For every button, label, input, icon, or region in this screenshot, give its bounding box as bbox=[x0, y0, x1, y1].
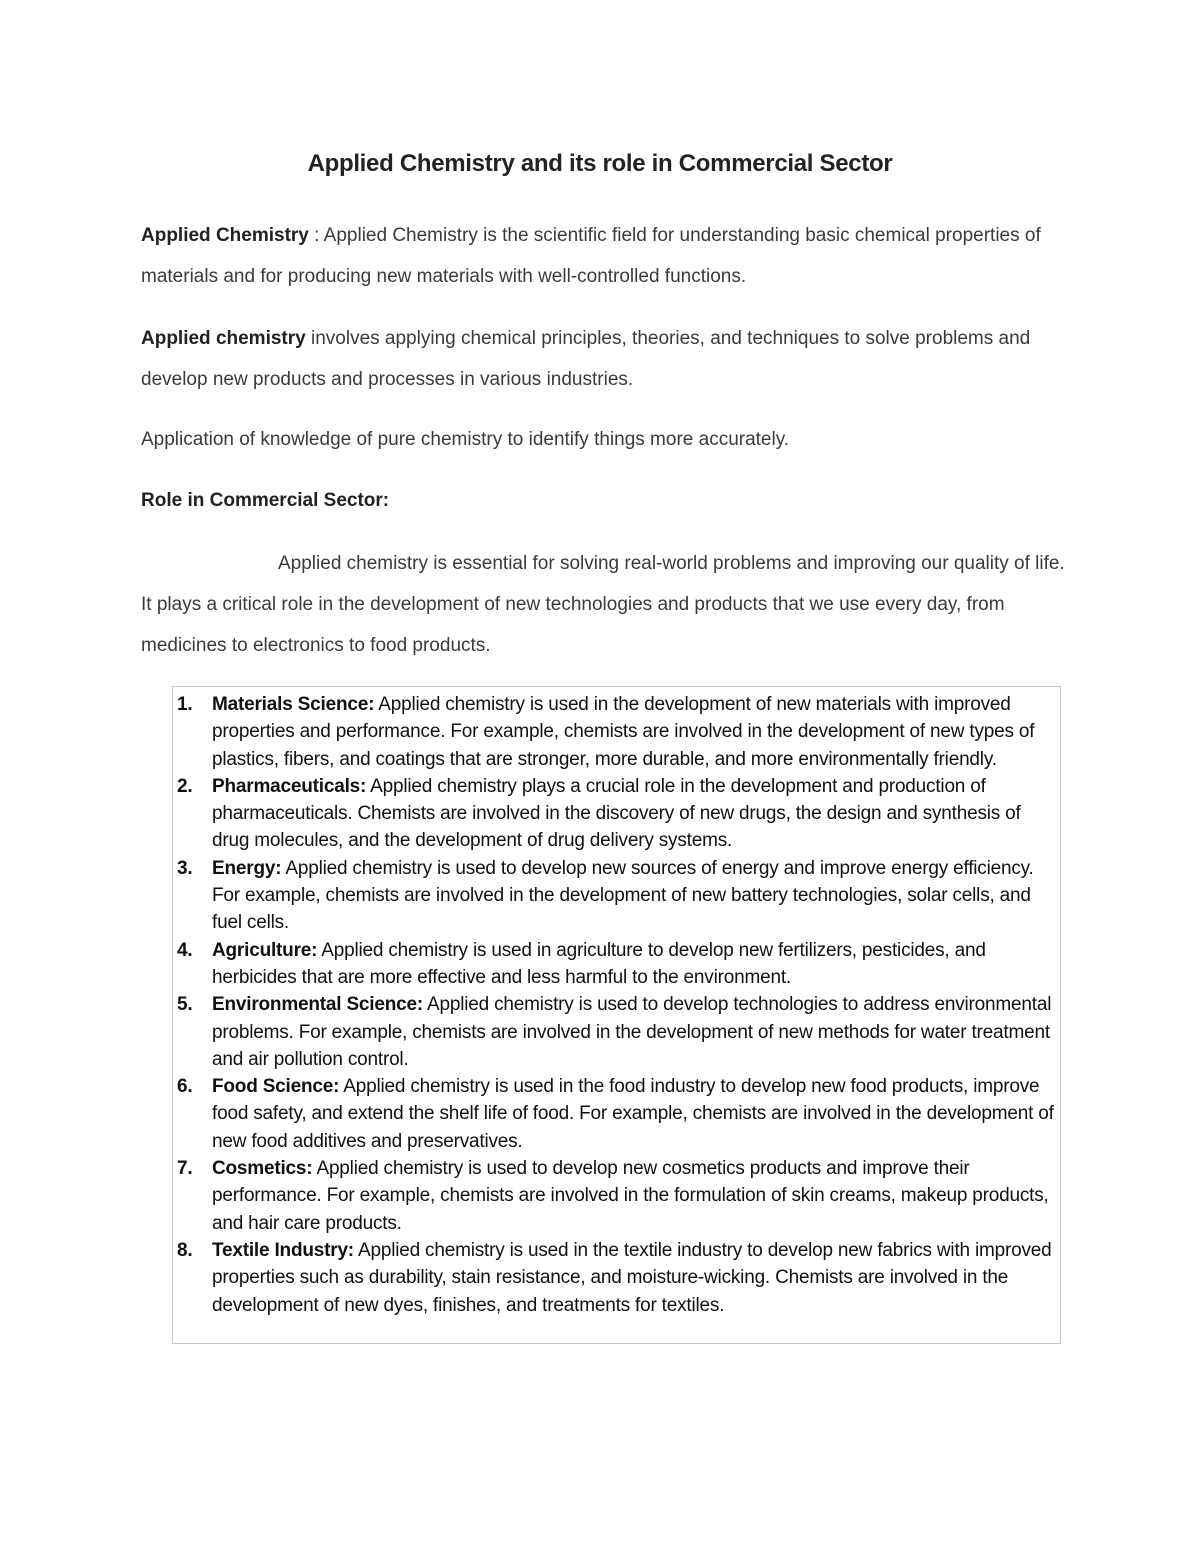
list-item-number: 6. bbox=[177, 1076, 193, 1098]
paragraph-involves-text: involves applying chemical principles, theories, and techniques to solve problems and develop new products and processes in various industries. bbox=[141, 328, 1031, 390]
list-item bbox=[173, 1237, 1062, 1319]
list-item-label: Pharmaceuticals: bbox=[212, 775, 367, 797]
list-item-label: Agriculture: bbox=[212, 939, 318, 961]
paragraph-definition bbox=[141, 215, 1071, 297]
list-item-number: 8. bbox=[177, 1239, 193, 1261]
paragraph-involves-term: Applied chemistry bbox=[141, 328, 306, 349]
list-item-label: Cosmetics: bbox=[212, 1158, 313, 1180]
list-item-label: Energy: bbox=[212, 857, 282, 879]
list-item-label: Environmental Science: bbox=[212, 994, 424, 1016]
list-item-text: Applied chemistry is used to develop new sources of energy and improve energy efficiency. For example, chemists are involved in the development of new battery technologies, solar cells, and fuel cells. bbox=[212, 857, 1034, 934]
list-item-text: Applied chemistry plays a crucial role in the development and production of pharmaceuticals. Chemists are involved in the discovery of new drugs, the design and synthesis of drug molecules, and the development of drug delivery systems. bbox=[212, 775, 1021, 852]
list-item-number: 1. bbox=[177, 694, 193, 715]
list-item bbox=[173, 1073, 1062, 1155]
paragraph-application: Application of knowledge of pure chemistry to identify things more accurately. bbox=[141, 429, 790, 450]
list-item-text: Applied chemistry is used to develop technologies to address environmental problems. For example, chemists are involved in the development of new methods for water treatment and air pollution control. bbox=[212, 994, 1052, 1070]
list-item-number: 7. bbox=[177, 1158, 193, 1180]
list-item-text: Applied chemistry is used in agriculture to develop new fertilizers, pesticides, and herbicides that are more effective and less harmful to the environment. bbox=[212, 939, 986, 988]
list-item-label: Food Science: bbox=[212, 1076, 340, 1098]
list-item bbox=[173, 991, 1062, 1073]
industry-list-box bbox=[172, 686, 1061, 1344]
paragraph-involves bbox=[141, 318, 1071, 400]
paragraph-role bbox=[141, 543, 1071, 666]
list-item bbox=[173, 1155, 1062, 1237]
industry-list bbox=[173, 691, 1062, 1319]
list-item bbox=[173, 773, 1062, 855]
list-item bbox=[173, 937, 1062, 992]
list-item-number: 2. bbox=[177, 775, 193, 797]
list-item-label: Materials Science: bbox=[212, 694, 375, 715]
list-item-number: 5. bbox=[177, 994, 193, 1016]
document-title: Applied Chemistry and its role in Commercial Sector bbox=[307, 150, 893, 177]
section-heading-role: Role in Commercial Sector: bbox=[141, 490, 390, 511]
list-item-number: 3. bbox=[177, 857, 193, 879]
list-item-text: Applied chemistry is used in the textile industry to develop new fabrics with improved properties such as durability, stain resistance, and moisture-wicking. Chemists are involved in the development of new dyes, finishes, and treatments for textiles. bbox=[212, 1239, 1052, 1316]
list-item-label: Textile Industry: bbox=[212, 1239, 354, 1261]
paragraph-definition-term: Applied Chemistry bbox=[141, 225, 309, 246]
list-item-text: Applied chemistry is used in the development of new materials with improved properties and performance. For example, chemists are involved in the development of new types of plastics, fibers, and coatings that are stronger, more durable, and more environmentally friendly. bbox=[212, 694, 1035, 770]
list-item bbox=[173, 855, 1062, 937]
list-item bbox=[173, 691, 1062, 773]
list-item-text: Applied chemistry is used in the food industry to develop new food products, improve food safety, and extend the shelf life of food. For example, chemists are involved in the development of new food additives and preservatives. bbox=[212, 1076, 1054, 1152]
list-item-number: 4. bbox=[177, 939, 193, 961]
paragraph-definition-text: : Applied Chemistry is the scientific field for understanding basic chemical properties of materials and for producing new materials with well-controlled functions. bbox=[141, 225, 1041, 287]
list-item-text: Applied chemistry is used to develop new cosmetics products and improve their performance. For example, chemists are involved in the formulation of skin creams, makeup products, and hair care products. bbox=[212, 1158, 1049, 1234]
paragraph-role-text: Applied chemistry is essential for solving real-world problems and improving our quality of life. It plays a critical role in the development of new technologies and products that we use every day, from medicines to electronics to food products. bbox=[141, 553, 1065, 656]
